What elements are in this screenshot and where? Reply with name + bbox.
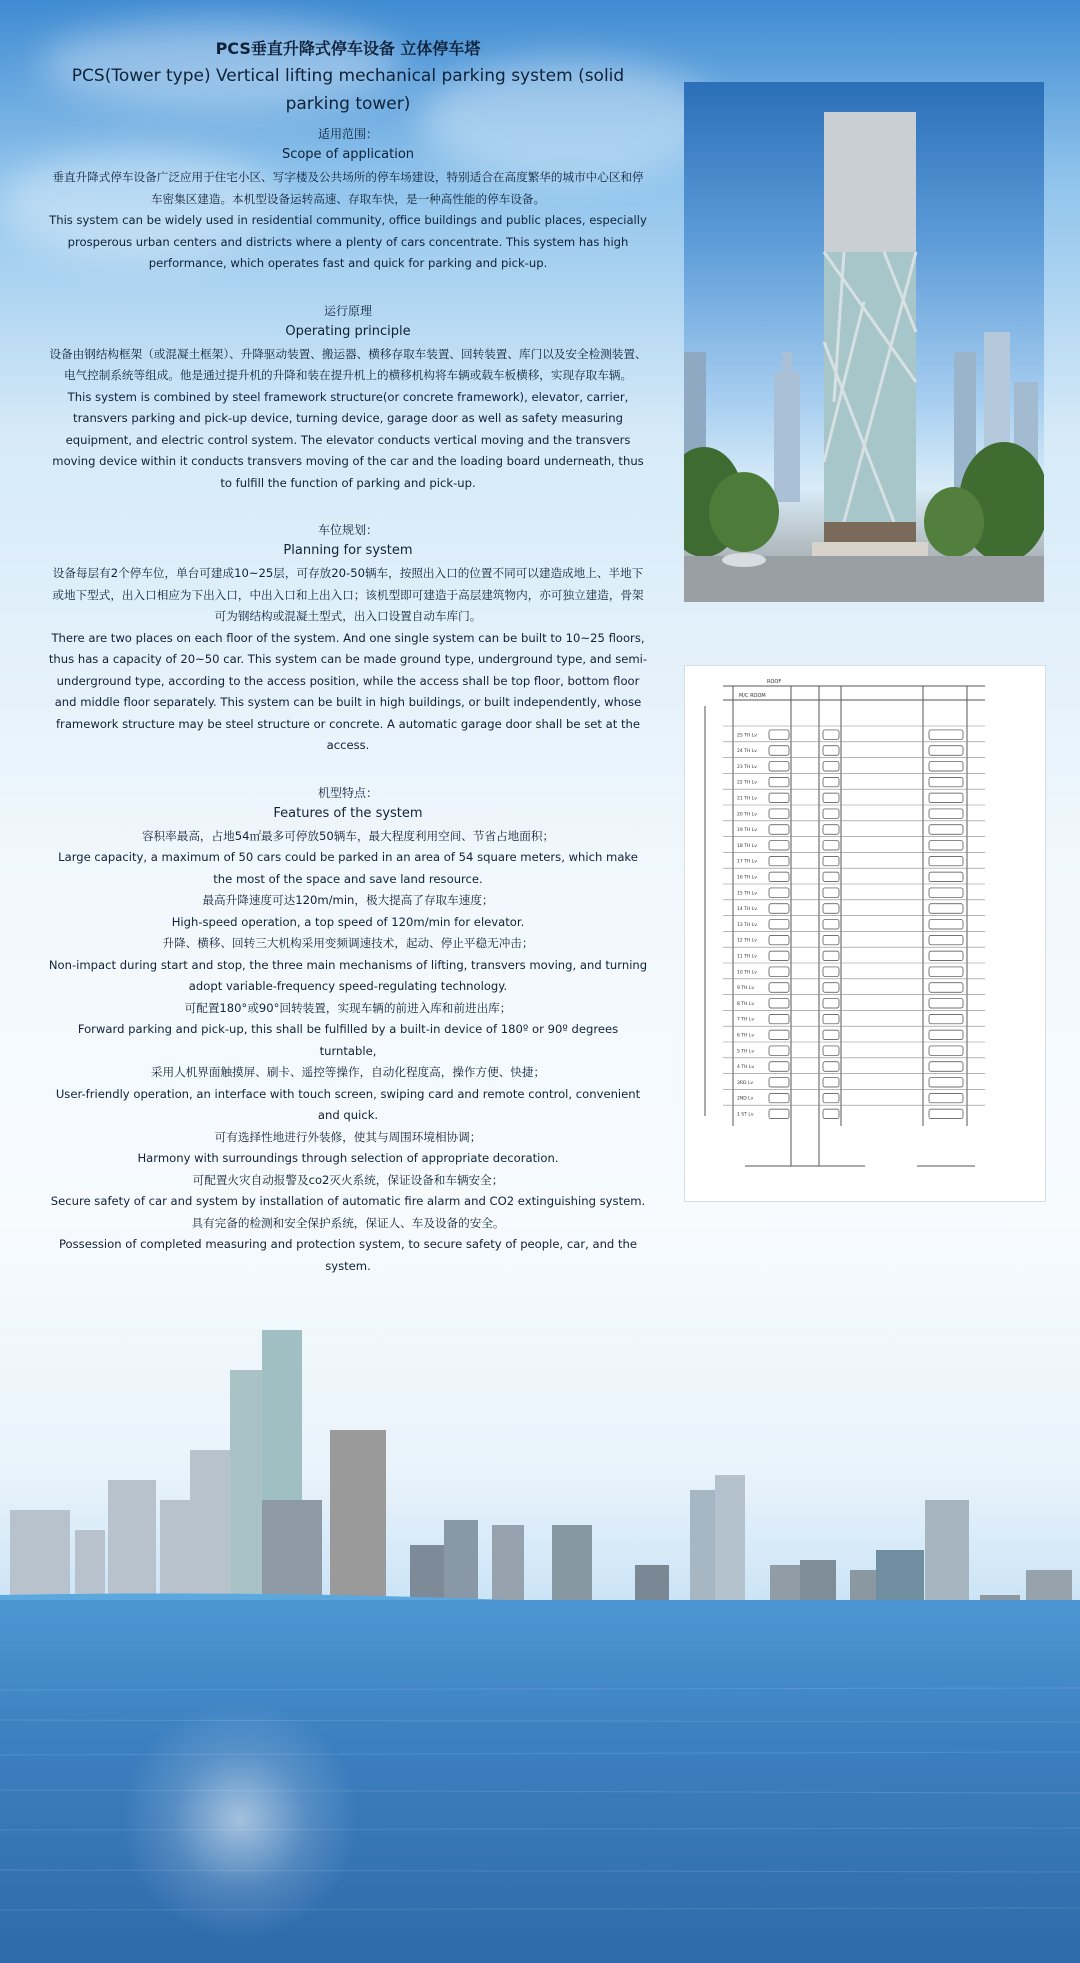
parked-car xyxy=(929,920,963,929)
parked-car xyxy=(929,904,963,913)
parked-car xyxy=(823,920,839,929)
drawing-svg xyxy=(685,666,1045,1201)
floor-label: 24 TH Lv xyxy=(737,749,757,755)
parked-car xyxy=(769,983,789,992)
parked-car xyxy=(769,999,789,1008)
feature-en: Forward parking and pick-up, this shall be fulfilled by a built-in device of 180º or 90º degrees turntable, xyxy=(77,1022,619,1058)
parked-car xyxy=(929,999,963,1008)
floor-label: 15 TH Lv xyxy=(737,891,757,897)
parked-car xyxy=(823,951,839,960)
parked-car xyxy=(929,1030,963,1039)
parked-car xyxy=(769,1109,789,1118)
parked-car xyxy=(929,825,963,834)
parked-car xyxy=(769,730,789,739)
floor-label: 14 TH Lv xyxy=(737,907,757,913)
section-planning xyxy=(48,520,648,757)
tower-photo xyxy=(684,82,1044,602)
parked-car xyxy=(769,1062,789,1071)
parked-car xyxy=(929,1078,963,1087)
parked-car xyxy=(929,935,963,944)
parked-car xyxy=(929,730,963,739)
floor-label: 6 TH Lv xyxy=(737,1033,755,1039)
floor-label: 13 TH Lv xyxy=(737,922,757,928)
feature-cn: 最高升降速度可达120m/min，极大提高了存取车速度； xyxy=(202,893,494,907)
parked-car xyxy=(769,777,789,786)
parked-car xyxy=(929,777,963,786)
parked-car xyxy=(929,1046,963,1055)
parked-car xyxy=(929,1014,963,1023)
scope-heading-en: Scope of application xyxy=(281,147,415,162)
parked-car xyxy=(823,967,839,976)
page-title-en: PCS(Tower type) Vertical lifting mechanical parking system (solid parking tower) xyxy=(71,66,625,114)
parked-car xyxy=(823,888,839,897)
floor-label: 17 TH Lv xyxy=(737,859,757,865)
parked-car xyxy=(823,935,839,944)
parked-car xyxy=(769,793,789,802)
parked-car xyxy=(769,1093,789,1102)
parked-car xyxy=(769,1078,789,1087)
parked-car xyxy=(929,983,963,992)
scope-text-cn: 垂直升降式停车设备广泛应用于住宅小区、写字楼及公共场所的停车场建设，特别适合在高度繁华的城市中心区和停车密集区建造。本机型设备运转高速、存取车快，是一种高性能的停车设备。 xyxy=(52,170,644,206)
parked-car xyxy=(929,841,963,850)
feature-en: Secure safety of car and system by installation of automatic fire alarm and CO2 extinguishing system. xyxy=(50,1194,646,1208)
parked-car xyxy=(823,904,839,913)
principle-heading-en: Operating principle xyxy=(285,323,411,339)
parked-car xyxy=(769,888,789,897)
floor-label: 10 TH Lv xyxy=(737,970,757,976)
parked-car xyxy=(823,1014,839,1023)
floor-label: 19 TH Lv xyxy=(737,828,757,834)
parked-car xyxy=(929,951,963,960)
parked-car xyxy=(823,1109,839,1118)
parked-car xyxy=(769,920,789,929)
parked-car xyxy=(769,856,789,865)
floor-label: 8 TH Lv xyxy=(737,1001,755,1007)
floor-label: 7 TH Lv xyxy=(737,1017,755,1023)
tower-cross-section-drawing xyxy=(684,665,1046,1202)
scope-text-en: This system can be widely used in residential community, office buildings and public places, especially prosperous urban centers and districts where a plenty of cars concentrate. This system has high performance, which operates fast and quick for parking and pick-up. xyxy=(49,213,647,270)
feature-cn: 可有选择性地进行外装修，使其与周围环境相协调； xyxy=(214,1129,482,1144)
parked-car xyxy=(769,967,789,976)
parked-car xyxy=(769,1046,789,1055)
parked-car xyxy=(769,1014,789,1023)
feature-cn: 容积率最高，占地54㎡最多可停放50辆车，最大程度利用空间、节省占地面积； xyxy=(141,828,555,843)
parked-car xyxy=(929,967,963,976)
parked-car xyxy=(769,935,789,944)
principle-text-cn: 设备由钢结构框架（或混凝土框架）、升降驱动装置、搬运器、横移存取车装置、回转装置、库门以及安全检测装置、电气控制系统等组成。他是通过提升机的升降和装在提升机上的横移机构将车辆或载车板横移，实现存取车辆。 xyxy=(49,346,647,382)
feature-en: Large capacity, a maximum of 50 cars could be parked in an area of 54 square meters, which make the most of the space and save land resource. xyxy=(58,850,638,886)
floor-label: 21 TH Lv xyxy=(737,796,757,802)
parked-car xyxy=(823,983,839,992)
main-text-column xyxy=(48,36,648,1303)
feature-en: High-speed operation, a top speed of 120m/min for elevator. xyxy=(171,914,525,929)
parked-car xyxy=(823,841,839,850)
parked-car xyxy=(769,809,789,818)
page-title-cn: PCS垂直升降式停车设备 立体停车塔 xyxy=(215,39,481,58)
floor-label: 9 TH Lv xyxy=(737,986,755,992)
parked-car xyxy=(823,762,839,771)
parked-car xyxy=(823,730,839,739)
feature-en: Non-impact during start and stop, the three main mechanisms of lifting, transvers moving, and turning adopt variable-frequency speed-regulating technology. xyxy=(48,957,648,993)
parked-car xyxy=(929,1093,963,1102)
floor-label: 18 TH Lv xyxy=(737,843,757,849)
floor-label: 3RD Lv xyxy=(737,1080,754,1086)
planning-text-cn: 设备每层有2个停车位，单台可建成10~25层，可存放20-50辆车，按照出入口的位置不同可以建造成地上、半地下或地下型式，出入口相应为下出入口，中出入口和上出入口；该机型即可建造于高层建筑物内，亦可独立建造，骨架可为钢结构或混凝土型式，出入口设置自动车库门。 xyxy=(52,566,644,623)
feature-en: Possession of completed measuring and protection system, to secure safety of people, car, and the system. xyxy=(58,1237,638,1273)
parked-car xyxy=(929,809,963,818)
drawing-label-roof: ROOF xyxy=(767,679,782,685)
feature-cn: 采用人机界面触摸屏、刷卡、遥控等操作，自动化程度高，操作方便、快捷； xyxy=(150,1065,546,1079)
floor-label: 23 TH Lv xyxy=(737,764,757,770)
floor-label: 4 TH Lv xyxy=(737,1065,755,1071)
principle-text-en: This system is combined by steel framework structure(or concrete framework), elevator, carrier, transvers parking and pick-up device, turning device, garage door as well as safety measuring equipment, and electric control system. The elevator conducts vertical moving and the transvers moving device within it conducts transvers moving of the car and the loading board underneath, thus to fulfill the function of parking and pick-up. xyxy=(52,389,644,490)
parked-car xyxy=(769,746,789,755)
floor-label: 25 TH Lv xyxy=(737,733,757,739)
parked-car xyxy=(929,1109,963,1118)
floor-label: 11 TH Lv xyxy=(737,954,757,960)
feature-cn: 可配置180°或90°回转装置，实现车辆的前进入库和前进出库； xyxy=(184,1000,512,1015)
parked-car xyxy=(823,777,839,786)
section-features xyxy=(48,783,648,1278)
parked-car xyxy=(823,1030,839,1039)
parked-car xyxy=(823,1062,839,1071)
floor-label: 5 TH Lv xyxy=(737,1049,755,1055)
floor-label: 16 TH Lv xyxy=(737,875,757,881)
parked-car xyxy=(823,809,839,818)
floor-label: 22 TH Lv xyxy=(737,780,757,786)
planning-heading-cn: 车位规划： xyxy=(317,523,378,537)
parked-car xyxy=(769,825,789,834)
parked-car xyxy=(929,793,963,802)
parked-car xyxy=(823,999,839,1008)
floor-label: 20 TH Lv xyxy=(737,812,757,818)
planning-text-en: There are two places on each floor of the system. And one single system can be built to 10~25 floors, thus has a capacity of 20~50 car. This system can be made ground type, underground type, and semi-underground type, according to the access position, while the access shall be top floor, bottom floor and middle floor separately. This system can be built in high buildings, or built independently, whose framework structure may be steel structure or concrete. A automatic garage door shall be set at the access. xyxy=(48,630,648,752)
feature-cn: 升降、横移、回转三大机构采用变频调速技术，起动、停止平稳无冲击； xyxy=(162,936,534,950)
feature-en: User-friendly operation, an interface with touch screen, swiping card and remote control, convenient and quick. xyxy=(55,1086,641,1122)
parked-car xyxy=(823,825,839,834)
parked-car xyxy=(823,1078,839,1087)
floor-label: 2ND Lv xyxy=(737,1096,754,1102)
parked-car xyxy=(823,746,839,755)
parked-car xyxy=(929,1062,963,1071)
parked-car xyxy=(929,856,963,865)
floor-label: 1 ST Lv xyxy=(737,1112,754,1118)
parked-car xyxy=(823,1046,839,1055)
drawing-label-mc-room: M/C ROOM xyxy=(739,693,766,699)
parked-car xyxy=(769,951,789,960)
lens-flare xyxy=(120,1700,360,1940)
scope-heading-cn: 适用范围： xyxy=(317,127,378,141)
section-principle xyxy=(48,301,648,495)
parked-car xyxy=(769,904,789,913)
feature-cn: 具有完备的检测和安全保护系统，保证人、车及设备的安全。 xyxy=(191,1215,505,1230)
parked-car xyxy=(929,888,963,897)
parked-car xyxy=(823,856,839,865)
parked-car xyxy=(769,762,789,771)
parked-car xyxy=(823,793,839,802)
parked-car xyxy=(929,746,963,755)
section-scope xyxy=(48,124,648,275)
parked-car xyxy=(823,1093,839,1102)
principle-heading-cn: 运行原理 xyxy=(323,303,372,318)
feature-en: Harmony with surroundings through selection of appropriate decoration. xyxy=(137,1151,559,1165)
parked-car xyxy=(769,841,789,850)
features-heading-en: Features of the system xyxy=(273,805,423,821)
parked-car xyxy=(769,1030,789,1039)
parked-car xyxy=(769,872,789,881)
parked-car xyxy=(823,872,839,881)
features-heading-cn: 机型特点： xyxy=(317,785,378,800)
planning-heading-en: Planning for system xyxy=(283,543,413,558)
parked-car xyxy=(929,872,963,881)
feature-cn: 可配置火灾自动报警及co2灭火系统，保证设备和车辆安全； xyxy=(192,1172,504,1187)
tower-photo-illustration xyxy=(684,82,1044,602)
parked-car xyxy=(929,762,963,771)
floor-label: 12 TH Lv xyxy=(737,938,757,944)
